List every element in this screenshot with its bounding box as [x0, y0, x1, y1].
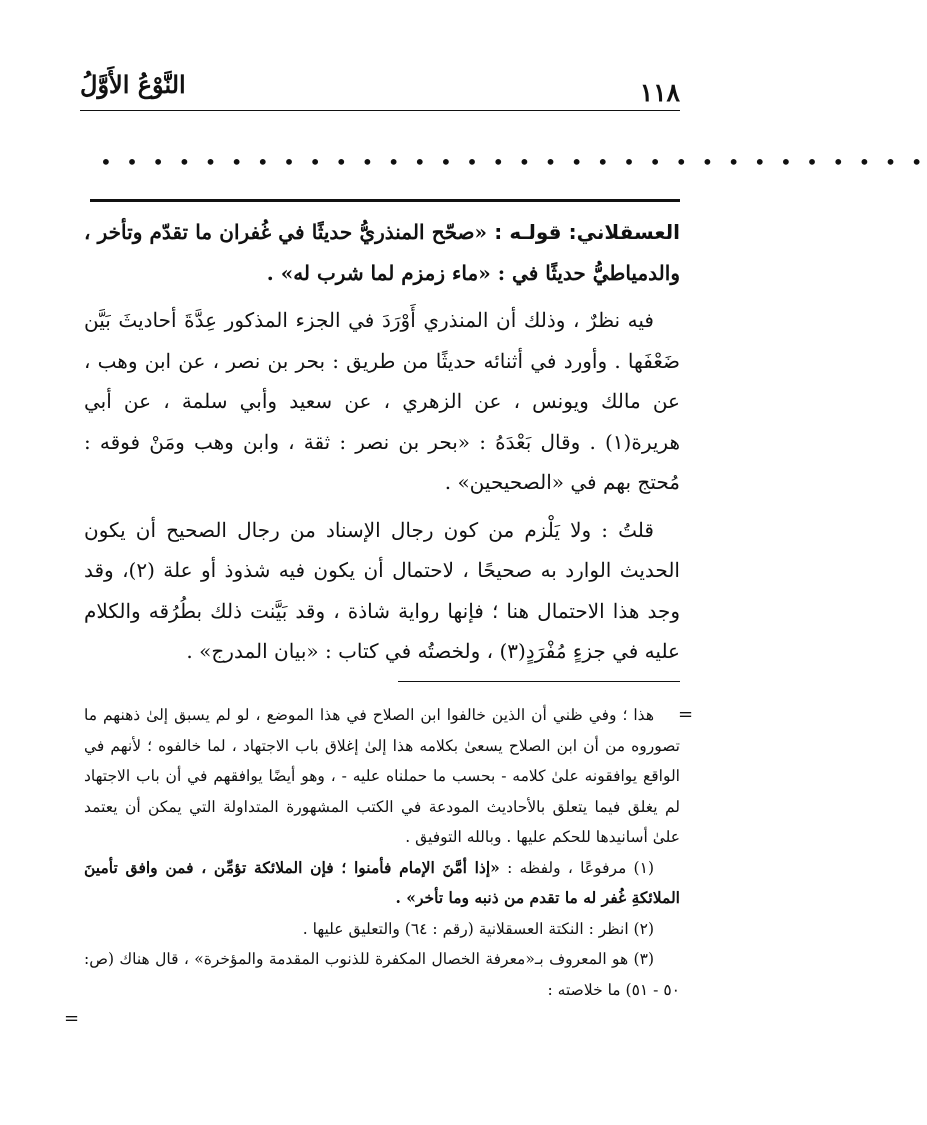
section-rule: [90, 199, 680, 202]
footnote-1-hadith: «إذا أمَّنَ الإمام فأمنوا ؛ فإن الملائكة تؤمِّن ، فمن وافق تأمينَ الملائكةِ غُفر له ما تقدم من ذنبه وما تأخر» .: [84, 857, 680, 907]
footnote-2: (٢) انظر : النكتة العسقلانية (رقم : ٦٤) والتعليق عليها .: [302, 919, 654, 938]
main-text: [84, 212, 680, 679]
paragraph: فيه نظرٌ ، وذلك أن المنذري أَوْرَدَ في الجزء المذكور عِدَّةَ أحاديثَ بَيَّن ضَعْفَها . وأورد في أثنائه حديثًا من طريق : بحر بن نصر ، عن ابن وهب ، عن مالك ويونس ، عن الزهري ، عن سعيد وأبي سلمة ، عن أبي هريرة(١) . وقال بَعْدَهُ : «بحر بن نصر : ثقة ، وابن وهب ومَنْ فوقه : مُحتج بهم في «الصحيحين» .: [84, 308, 680, 494]
footnotes: [84, 700, 680, 1005]
quote-text: «صحّح المنذريُّ حديثًا في غُفران ما تقدّم وتأخر ، والدمياطيُّ حديثًا في : «ماء زمزم لما شرب له» .: [84, 220, 680, 285]
footnote-1-label: (١) مرفوعًا ، ولفظه :: [507, 858, 654, 877]
header-rule: [80, 110, 680, 111]
footnote-3: (٣) هو المعروف بـ«معرفة الخصال المكفرة للذنوب المقدمة والمؤخرة» ، قال هناك (ص: ٥٠ - ٥١) ما خلاصته :: [84, 950, 680, 999]
quoted-statement: [84, 212, 680, 293]
quote-attribution: العسقلاني: قولـه :: [494, 220, 680, 244]
footnote-rule: [398, 681, 680, 682]
dotted-separator: • • • • • • • • • • • • • • • • • • • • • • • • • • • • • • • •: [100, 150, 927, 174]
page-header: [80, 66, 680, 112]
footnote-continuation: هذا ؛ وفي ظني أن الذين خالفوا ابن الصلاح في هذا الموضع ، لو لم يسبق إلىٰ ذهنهم ما تصوروه من أن ابن الصلاح يسعىٰ بكلامه هذا إلىٰ إغلاق باب الاجتهاد ، لما خالفوه ؛ لأنهم في الواقع يوافقونه علىٰ كلامه - بحسب ما حملناه عليه - ، وهو أيضًا يوافقهم في أن باب الاجتهاد لم يغلق فيما يتعلق بالأحاديث المودعة في الكتب المشهورة المتداولة التي يمكن أن يعتمد علىٰ أسانيدها للحكم عليها . وبالله التوفيق .: [84, 706, 680, 846]
paragraph: قلتُ : ولا يَلْزم من كون رجال الإسناد من رجال الصحيح أن يكون الحديث الوارد به صحيحًا ، لاحتمال أن يكون فيه شذوذ أو علة (٢)، وقد وجد هذا الاحتمال هنا ؛ فإنها رواية شاذة ، وقد بَيَّنت ذلك بطُرُقه والكلام عليه في جزءٍ مُفْرَدٍ(٣) ، ولخصتُه في كتاب : «بيان المدرج» .: [84, 517, 680, 663]
end-continuation-marker: =: [64, 1008, 80, 1029]
footnote-1: [84, 853, 680, 914]
page-number: ١١٨: [639, 78, 680, 107]
continuation-marker: =: [678, 704, 694, 725]
running-title: النَّوْعُ الأَوَّلُ: [80, 70, 186, 99]
